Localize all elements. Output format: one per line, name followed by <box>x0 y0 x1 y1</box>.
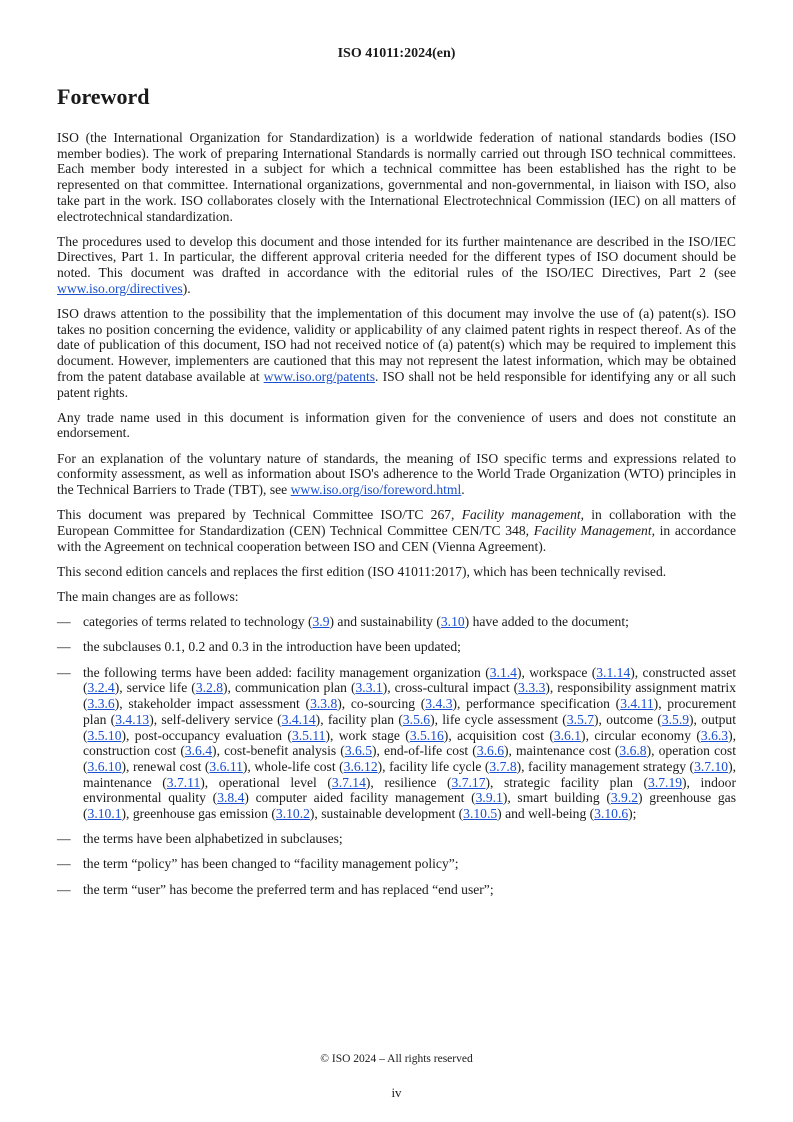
text-run: ), output ( <box>83 711 736 743</box>
reference-link[interactable]: 3.10.1 <box>87 806 122 822</box>
list-item-text <box>83 882 736 898</box>
text-run: ), service life ( <box>114 680 196 696</box>
text-run: ), responsibility assignment matrix ( <box>83 680 736 712</box>
text-run: ) computer aided facility management ( <box>244 790 476 806</box>
reference-link[interactable]: 3.7.8 <box>489 758 517 774</box>
reference-link[interactable]: 3.7.19 <box>648 774 683 790</box>
page-title: Foreword <box>57 84 150 109</box>
paragraph <box>57 451 736 498</box>
text-run: . <box>461 482 465 498</box>
text-run: ), self-delivery service ( <box>149 711 282 727</box>
paragraph <box>57 589 736 605</box>
document-header: ISO 41011:2024(en) <box>337 46 456 61</box>
reference-link[interactable]: 3.7.11 <box>166 774 201 790</box>
reference-link[interactable]: 3.10.2 <box>275 806 310 822</box>
reference-link[interactable]: 3.4.3 <box>425 696 453 712</box>
text-run: the following terms have been added: facility management organization ( <box>83 664 490 680</box>
reference-link[interactable]: 3.6.11 <box>209 758 243 774</box>
reference-link[interactable]: 3.6.8 <box>619 743 647 759</box>
text-run: The procedures used to develop this document and those intended for its further maintenance are described in the ISO/IEC Directives, Part 1. In particular, the different approval criteria needed for the different types of ISO document should be noted. This document was drafted in accordance with the editorial rules of the ISO/IEC Directives, Part 2 (see <box>57 233 736 281</box>
text-run: ), facility life cycle ( <box>377 758 490 774</box>
text-run: ), outcome ( <box>594 711 662 727</box>
list-item <box>57 882 736 898</box>
text-run: ), stakeholder impact assessment ( <box>114 696 311 712</box>
text-run: ), post-occupancy evaluation ( <box>121 727 292 743</box>
text-run: the term “policy” has been changed to “facility management policy”; <box>83 856 459 872</box>
reference-link[interactable]: 3.5.7 <box>566 711 595 727</box>
text-run: ), constructed asset ( <box>83 664 737 696</box>
list-item <box>57 856 736 872</box>
copyright-notice: © ISO 2024 – All rights reserved <box>320 1053 473 1065</box>
text-run: For an explanation of the voluntary nature of standards, the meaning of ISO specific terms and expressions related to conformity assessment, as well as information about ISO's adherence to the World Trade Organization (WTO) principles in the Technical Barriers to Trade (TBT), see <box>57 450 736 498</box>
list-item-text <box>83 665 736 822</box>
text-run: ), maintenance ( <box>83 758 736 790</box>
text-run: ), work stage ( <box>325 727 410 743</box>
reference-link[interactable]: 3.9.1 <box>475 790 503 806</box>
list-item-text <box>83 856 736 872</box>
list-dash: — <box>57 856 71 872</box>
text-run: ), resilience ( <box>365 774 452 790</box>
text-run: ), performance specification ( <box>452 696 621 712</box>
reference-link[interactable]: 3.6.6 <box>476 743 505 759</box>
reference-link[interactable]: 3.3.6 <box>87 696 115 712</box>
reference-link[interactable]: 3.9 <box>312 614 330 630</box>
text-run: ), life cycle assessment ( <box>430 711 567 727</box>
text-run: ) and well-being ( <box>497 806 595 822</box>
text-run: ). <box>182 280 191 296</box>
text-run: in accordance with the Agreement on technical cooperation between ISO and CEN (Vienna Agreement). <box>57 522 736 554</box>
text-run: ISO (the International Organization for Standardization) is a worldwide federation of national standards bodies (ISO member bodies). The work of preparing International Standards is normally carried out through ISO technical committees. Each member body interested in a subject for which a technical committee has been established has the right to be represented on that committee. International organizations, governmental and non-governmental, in liaison with ISO, also take part in the work. ISO collaborates closely with the International Electrotechnical Commission (IEC) on all matters of electrotechnical standardization. <box>57 130 736 224</box>
italic-text: Facility Management, <box>533 522 655 538</box>
text-run: ), procurement plan ( <box>83 696 736 727</box>
text-run: ) have added to the document; <box>464 614 629 630</box>
text-run: ), facility plan ( <box>315 711 403 727</box>
reference-link[interactable]: 3.3.1 <box>355 680 383 696</box>
reference-link[interactable]: www.iso.org/iso/foreword.html <box>290 482 462 498</box>
text-run: ), acquisition cost ( <box>443 727 554 743</box>
reference-link[interactable]: 3.5.6 <box>402 711 431 727</box>
text-run: ), operation cost ( <box>83 743 736 774</box>
reference-link[interactable]: 3.4.11 <box>620 696 654 712</box>
paragraph <box>57 564 736 580</box>
text-run: ), construction cost ( <box>83 727 737 759</box>
text-run: ), sustainable development ( <box>309 806 464 822</box>
reference-link[interactable]: 3.10.6 <box>594 806 629 822</box>
text-run: ), cross-cultural impact ( <box>382 680 519 696</box>
text-run: ), end-of-life cost ( <box>372 743 477 759</box>
text-run: This document was prepared by Technical Committee ISO/TC 267, <box>57 507 462 523</box>
list-dash: — <box>57 881 71 897</box>
paragraph <box>57 507 736 554</box>
reference-link[interactable]: www.iso.org/patents <box>263 368 376 384</box>
text-run: ), operational level ( <box>200 774 332 790</box>
text-run: This second edition cancels and replaces the first edition (ISO 41011:2017), which has been technically revised. <box>57 563 667 579</box>
text-run: ), indoor environmental quality ( <box>83 774 736 806</box>
reference-link[interactable]: 3.5.9 <box>661 711 690 727</box>
text-run: ); <box>628 806 637 822</box>
page-number: iv <box>391 1085 402 1100</box>
list-dash: — <box>57 639 71 655</box>
list-item <box>57 639 736 655</box>
italic-text: Facility management <box>461 507 581 523</box>
text-run: the subclauses 0.1, 0.2 and 0.3 in the introduction have been updated; <box>83 639 461 655</box>
reference-link[interactable]: 3.4.14 <box>281 711 316 727</box>
list-item-text <box>83 639 736 655</box>
paragraph <box>57 410 736 441</box>
list-item <box>57 665 736 822</box>
paragraph <box>57 234 736 297</box>
text-run: the terms have been alphabetized in subclauses; <box>83 831 343 847</box>
reference-link[interactable]: 3.2.4 <box>87 680 115 696</box>
reference-link[interactable]: 3.5.10 <box>87 727 122 743</box>
reference-link[interactable]: 3.6.3 <box>700 727 729 743</box>
text-run: . ISO shall not be held responsible for identifying any or all such patent rights. <box>57 368 736 400</box>
reference-link[interactable]: 3.6.1 <box>553 727 582 743</box>
text-run: ), cost-benefit analysis ( <box>212 743 345 759</box>
reference-link[interactable]: 3.3.3 <box>518 680 546 696</box>
text-run: ), renewal cost ( <box>121 758 210 774</box>
reference-link[interactable]: 3.6.10 <box>87 758 122 774</box>
text-run: ), co-sourcing ( <box>337 696 426 712</box>
reference-link[interactable]: www.iso.org/directives <box>57 280 183 296</box>
list-item <box>57 614 736 630</box>
list-item-text <box>83 614 736 630</box>
text-run: ), whole-life cost ( <box>242 758 344 774</box>
reference-link[interactable]: 3.5.16 <box>409 727 444 743</box>
text-run: ), maintenance cost ( <box>504 743 620 759</box>
reference-link[interactable]: 3.6.5 <box>344 743 372 759</box>
text-run: The main changes are as follows: <box>57 589 239 605</box>
reference-link[interactable]: 3.6.4 <box>184 743 213 759</box>
paragraph <box>57 306 736 400</box>
text-run: ), strategic facility plan ( <box>485 774 649 790</box>
text-run: , in collaboration with the European Committee for Standardization (CEN) Technical Committee CEN/TC 348, <box>57 507 737 538</box>
reference-link[interactable]: 3.3.8 <box>310 696 338 712</box>
paragraph <box>57 130 736 224</box>
list-item-text <box>83 831 736 847</box>
reference-link[interactable]: 3.9.2 <box>610 790 639 806</box>
text-run: ), circular economy ( <box>581 727 701 743</box>
reference-link[interactable]: 3.1.4 <box>489 664 517 680</box>
list-dash: — <box>57 831 71 847</box>
reference-link[interactable]: 3.7.17 <box>451 774 486 790</box>
list-dash: — <box>57 614 71 630</box>
text-run: categories of terms related to technology ( <box>83 614 313 630</box>
reference-link[interactable]: 3.10.5 <box>463 806 498 822</box>
text-run: ), communication plan ( <box>223 680 356 696</box>
text-run: ), smart building ( <box>502 790 611 806</box>
list-item <box>57 831 736 847</box>
reference-link[interactable]: 3.4.13 <box>115 711 150 727</box>
text-run: ) greenhouse gas ( <box>83 790 736 822</box>
text-run: ), facility management strategy ( <box>516 758 695 774</box>
reference-link[interactable]: 3.5.11 <box>291 727 326 743</box>
text-run: ), workspace ( <box>516 664 597 680</box>
foreword-body <box>57 130 736 907</box>
text-run: ISO draws attention to the possibility that the implementation of this document may involve the use of (a) patent(s). ISO takes no position concerning the evidence, validity or applicability of any claimed patent rights in respect thereof. As of the date of publication of this document, ISO had not received notice of (a) patent(s) which may be required to implement this document. However, implementers are cautioned that this may not represent the latest information, which may be obtained from the patent database available at <box>57 306 736 384</box>
text-run: Any trade name used in this document is information given for the convenience of users and does not constitute an endorsement. <box>57 409 736 441</box>
reference-link[interactable]: 3.7.10 <box>694 758 729 774</box>
text-run: ), greenhouse gas emission ( <box>121 806 276 822</box>
reference-link[interactable]: 3.2.8 <box>195 680 224 696</box>
text-run: the term “user” has become the preferred term and has replaced “end user”; <box>83 881 494 897</box>
list-dash: — <box>57 664 71 680</box>
text-run: ) and sustainability ( <box>329 614 441 630</box>
reference-link[interactable]: 3.6.12 <box>343 758 378 774</box>
reference-link[interactable]: 3.10 <box>440 614 465 630</box>
reference-link[interactable]: 3.1.14 <box>596 664 631 680</box>
reference-link[interactable]: 3.7.14 <box>331 774 366 790</box>
reference-link[interactable]: 3.8.4 <box>217 790 245 806</box>
